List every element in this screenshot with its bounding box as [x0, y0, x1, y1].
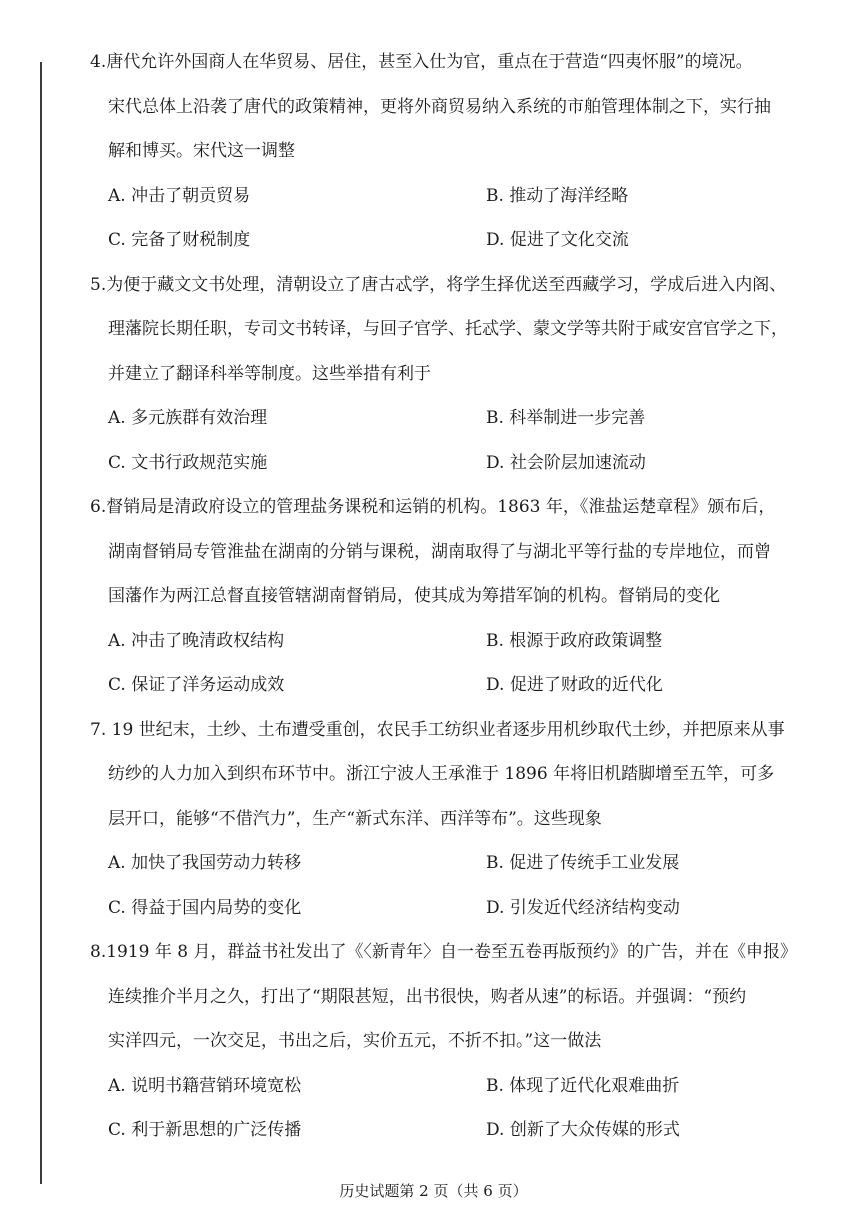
answer-options — [90, 396, 830, 485]
stem-line: 国藩作为两江总督直接管辖湖南督销局，使其成为筹措军饷的机构。督销局的变化 — [108, 586, 720, 606]
page-footer: 历史试题第 2 页（共 6 页） — [339, 1182, 528, 1200]
question-stem — [90, 40, 830, 174]
question-8 — [90, 930, 830, 1153]
option-d: D. 促进了财政的近代化 — [486, 675, 663, 695]
question-7 — [90, 708, 830, 931]
page-content — [90, 40, 830, 1153]
option-b: B. 科举制进一步完善 — [486, 408, 646, 428]
option-a: A. 说明书籍营销环境宽松 — [108, 1075, 302, 1096]
stem-line: 理藩院长期任职，专司文书转译，与回子官学、托忒学、蒙文学等共附于咸安宫官学之下， — [108, 319, 788, 339]
question-4 — [90, 40, 830, 263]
option-a: A. 多元族群有效治理 — [108, 408, 268, 428]
answer-options — [90, 174, 830, 263]
stem-line: 连续推介半月之久，打出了“期限甚短，出书很快，购者从速”的标语。并强调：“预约 — [108, 986, 747, 1007]
answer-options — [90, 841, 830, 930]
margin-rule — [40, 62, 42, 1184]
option-d: D. 社会阶层加速流动 — [486, 452, 646, 473]
stem-line: 5.为便于藏文文书处理，清朝设立了唐古忒学，将学生择优送至西藏学习，学成后进入内阁、 — [90, 274, 787, 295]
option-b: B. 促进了传统手工业发展 — [486, 853, 680, 873]
option-b: B. 体现了近代化艰难曲折 — [486, 1075, 680, 1096]
question-stem — [90, 930, 830, 1064]
stem-line: 层开口，能够“不借汽力”，生产“新式东洋、西洋等布”。这些现象 — [108, 808, 602, 829]
stem-line: 6.督销局是清政府设立的管理盐务课税和运销的机构。1863 年，《淮盐运楚章程》颁布后， — [90, 497, 776, 517]
stem-line: 纺纱的人力加入到织布环节中。浙江宁波人王承淮于 1896 年将旧机踏脚增至五竿，可多 — [108, 764, 775, 784]
answer-options — [90, 619, 830, 708]
answer-options — [90, 1064, 830, 1153]
option-a: A. 加快了我国劳动力转移 — [108, 853, 302, 873]
option-d: D. 创新了大众传媒的形式 — [486, 1120, 680, 1140]
stem-line: 8.1919 年 8 月，群益书社发出了《〈新青年〉自一卷至五卷再版预约》的广告，并在《申报》 — [90, 942, 798, 962]
question-stem — [90, 485, 830, 619]
stem-line: 并建立了翻译科举等制度。这些举措有利于 — [108, 363, 431, 384]
stem-line: 7. 19 世纪末，土纱、土布遭受重创，农民手工纺织业者逐步用机纱取代土纱，并把原来从事 — [90, 719, 785, 740]
option-c: C. 得益于国内局势的变化 — [108, 897, 302, 918]
option-d: D. 促进了文化交流 — [486, 230, 629, 250]
question-5 — [90, 263, 830, 486]
question-stem — [90, 708, 830, 842]
option-b: B. 根源于政府政策调整 — [486, 630, 663, 651]
option-c: C. 文书行政规范实施 — [108, 452, 268, 473]
stem-line: 4.唐代允许外国商人在华贸易、居住，甚至入仕为官，重点在于营造“四夷怀服”的境况。 — [90, 52, 753, 72]
stem-line: 实洋四元，一次交足，书出之后，实价五元，不折不扣。”这一做法 — [108, 1031, 602, 1051]
stem-line: 宋代总体上沿袭了唐代的政策精神，更将外商贸易纳入系统的市舶管理体制之下，实行抽 — [108, 96, 771, 117]
option-d: D. 引发近代经济结构变动 — [486, 897, 680, 918]
option-a: A. 冲击了晚清政权结构 — [108, 630, 285, 651]
option-b: B. 推动了海洋经略 — [486, 185, 629, 206]
question-6 — [90, 485, 830, 708]
option-c: C. 完备了财税制度 — [108, 230, 251, 250]
option-a: A. 冲击了朝贡贸易 — [108, 185, 251, 206]
option-c: C. 保证了洋务运动成效 — [108, 675, 285, 695]
option-c: C. 利于新思想的广泛传播 — [108, 1120, 302, 1140]
stem-line: 解和博买。宋代这一调整 — [108, 141, 295, 161]
stem-line: 湖南督销局专管淮盐在湖南的分销与课税，湖南取得了与湖北平等行盐的专岸地位，而曾 — [108, 541, 771, 562]
question-stem — [90, 263, 830, 397]
